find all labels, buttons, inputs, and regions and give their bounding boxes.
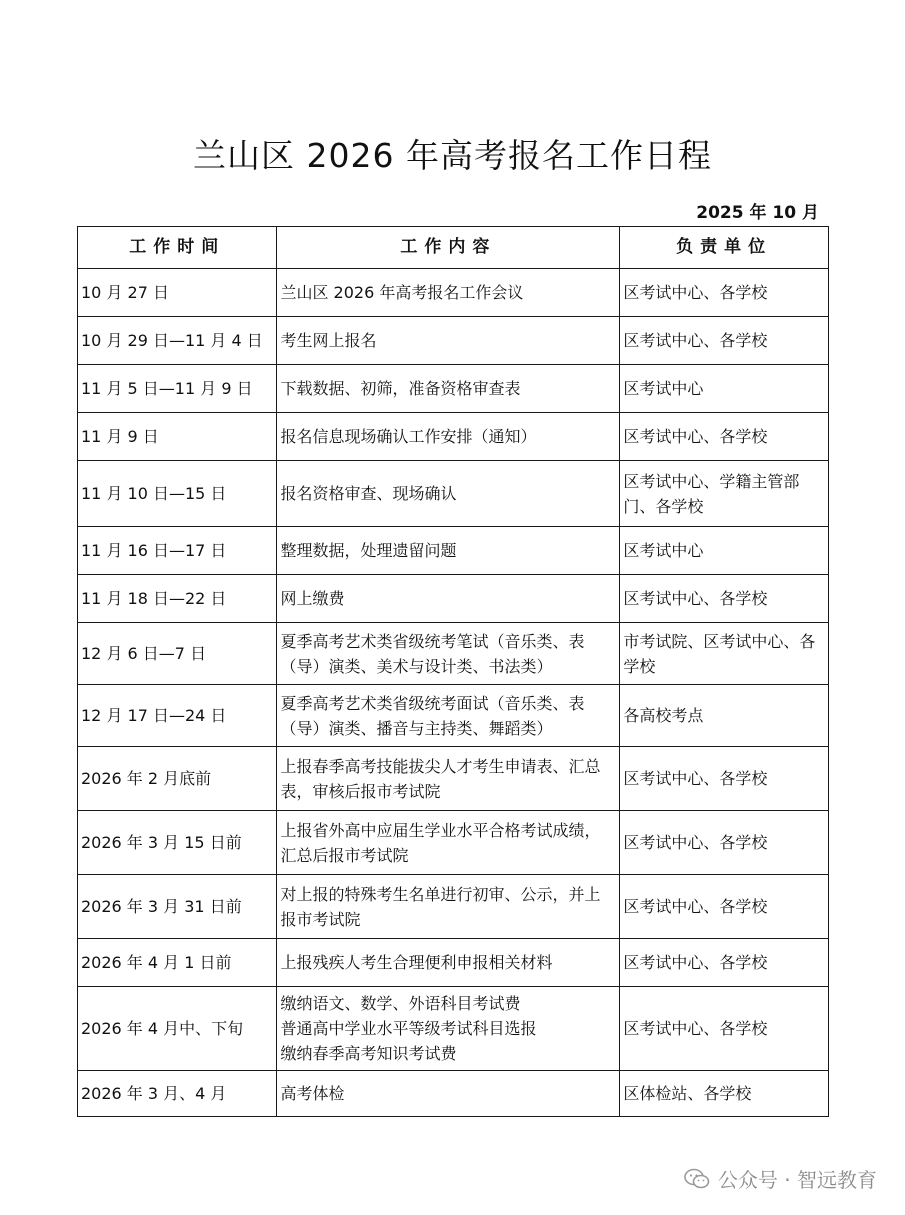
table-header-row [78, 227, 829, 269]
cell-unit: 区考试中心 [620, 527, 829, 575]
table-row [78, 623, 829, 685]
cell-time: 11 月 18 日—22 日 [78, 575, 277, 623]
table-row [78, 939, 829, 987]
wechat-icon [684, 1168, 710, 1190]
table-row [78, 685, 829, 747]
cell-time: 2026 年 3 月、4 月 [78, 1071, 277, 1117]
table-row [78, 811, 829, 875]
cell-content: 上报省外高中应届生学业水平合格考试成绩，汇总后报市考试院 [277, 811, 620, 875]
cell-content: 整理数据，处理遗留问题 [277, 527, 620, 575]
table-row [78, 875, 829, 939]
cell-content: 兰山区 2026 年高考报名工作会议 [277, 269, 620, 317]
table-row [78, 747, 829, 811]
table-row [78, 365, 829, 413]
cell-unit: 区考试中心、各学校 [620, 987, 829, 1071]
watermark [684, 1164, 877, 1193]
cell-time: 2026 年 4 月 1 日前 [78, 939, 277, 987]
cell-time: 2026 年 4 月中、下旬 [78, 987, 277, 1071]
cell-content: 高考体检 [277, 1071, 620, 1117]
cell-time: 12 月 17 日—24 日 [78, 685, 277, 747]
schedule-table [77, 226, 829, 1117]
table-row [78, 1071, 829, 1117]
cell-unit: 区考试中心、各学校 [620, 875, 829, 939]
cell-content: 网上缴费 [277, 575, 620, 623]
cell-time: 11 月 9 日 [78, 413, 277, 461]
cell-content: 缴纳语文、数学、外语科目考试费 普通高中学业水平等级考试科目选报 缴纳春季高考知识考试费 [277, 987, 620, 1071]
cell-time: 10 月 29 日—11 月 4 日 [78, 317, 277, 365]
cell-time: 11 月 5 日—11 月 9 日 [78, 365, 277, 413]
cell-content: 夏季高考艺术类省级统考笔试（音乐类、表（导）演类、美术与设计类、书法类） [277, 623, 620, 685]
cell-unit: 区体检站、各学校 [620, 1071, 829, 1117]
document-date: 2025 年 10 月 [696, 203, 819, 223]
cell-content: 上报残疾人考生合理便利申报相关材料 [277, 939, 620, 987]
cell-unit: 区考试中心、各学校 [620, 269, 829, 317]
table-row [78, 575, 829, 623]
table-row [78, 987, 829, 1071]
watermark-text: 公众号 · 智远教育 [717, 1168, 877, 1192]
table-row [78, 413, 829, 461]
cell-time: 2026 年 2 月底前 [78, 747, 277, 811]
cell-unit: 区考试中心、各学校 [620, 413, 829, 461]
cell-unit: 各高校考点 [620, 685, 829, 747]
header-responsible-unit: 负责单位 [620, 227, 829, 269]
cell-time: 10 月 27 日 [78, 269, 277, 317]
cell-content: 下载数据、初筛，准备资格审查表 [277, 365, 620, 413]
cell-content: 报名资格审查、现场确认 [277, 461, 620, 527]
table-row [78, 269, 829, 317]
cell-unit: 区考试中心、各学校 [620, 811, 829, 875]
cell-content: 考生网上报名 [277, 317, 620, 365]
table-row [78, 317, 829, 365]
cell-unit: 区考试中心、各学校 [620, 939, 829, 987]
cell-unit: 区考试中心、各学校 [620, 575, 829, 623]
cell-content: 上报春季高考技能拔尖人才考生申请表、汇总表，审核后报市考试院 [277, 747, 620, 811]
cell-unit: 市考试院、区考试中心、各学校 [620, 623, 829, 685]
cell-time: 2026 年 3 月 15 日前 [78, 811, 277, 875]
cell-time: 11 月 16 日—17 日 [78, 527, 277, 575]
cell-time: 11 月 10 日—15 日 [78, 461, 277, 527]
cell-content: 报名信息现场确认工作安排（通知） [277, 413, 620, 461]
cell-content: 夏季高考艺术类省级统考面试（音乐类、表（导）演类、播音与主持类、舞蹈类） [277, 685, 620, 747]
cell-unit: 区考试中心、各学校 [620, 747, 829, 811]
cell-time: 12 月 6 日—7 日 [78, 623, 277, 685]
cell-time: 2026 年 3 月 31 日前 [78, 875, 277, 939]
table-row [78, 527, 829, 575]
table-row [78, 461, 829, 527]
cell-content: 对上报的特殊考生名单进行初审、公示，并上报市考试院 [277, 875, 620, 939]
cell-unit: 区考试中心、各学校 [620, 317, 829, 365]
document-title: 兰山区 2026 年高考报名工作日程 [193, 136, 712, 175]
cell-unit: 区考试中心、学籍主管部门、各学校 [620, 461, 829, 527]
header-work-content: 工作内容 [277, 227, 620, 269]
cell-unit: 区考试中心 [620, 365, 829, 413]
header-work-time: 工作时间 [78, 227, 277, 269]
